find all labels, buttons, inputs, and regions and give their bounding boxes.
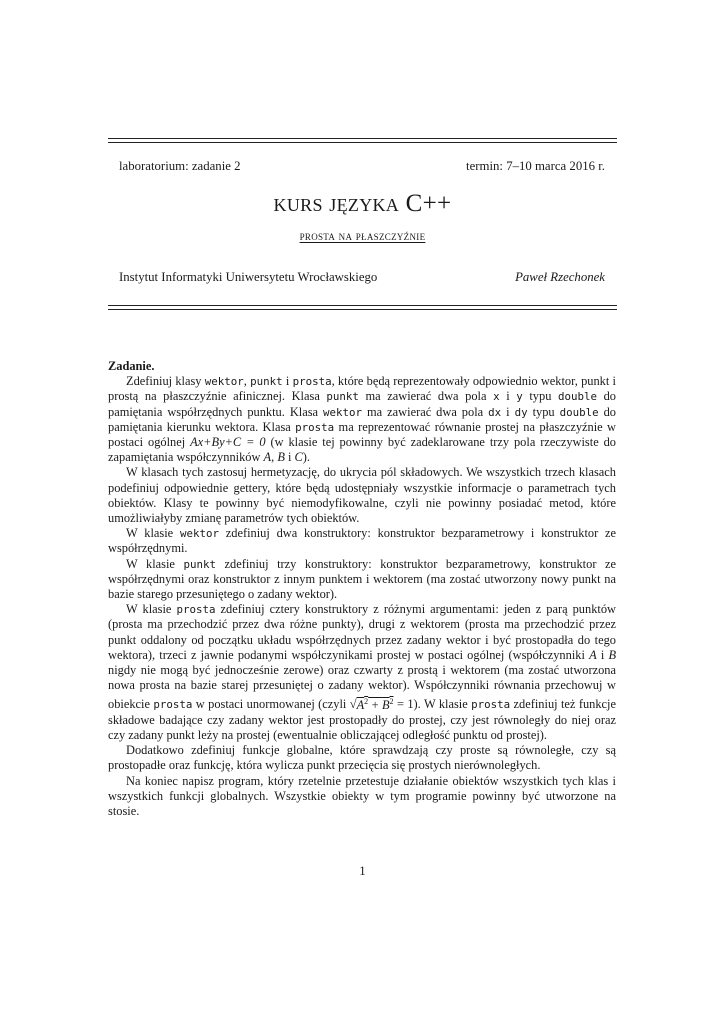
document-subtitle bbox=[0, 229, 725, 244]
institute-label: Instytut Informatyki Uniwersytetu Wrocławskiego bbox=[119, 270, 378, 284]
paragraph-7: Na koniec napisz program, który rzetelnie przetestuje działanie obiektów wszystkich tych klas i wszystkich funkcji globalnych. Wszystkie obiekty w tym programie powinny być utworzone na stosie. bbox=[108, 773, 616, 819]
page-number: 1 bbox=[359, 864, 366, 878]
paragraph-1: Zdefiniuj klasy wektor, punkt i prosta, które będą reprezentowały odpowiednio wektor, punkt i prostą na płaszczyźnie afinicznej. Klasa punkt ma zawierać dwa pola x i y typu double do pamiętania współrzędnych punktu. Klasa wektor ma zawierać dwa pola dx i dy typu double do pamiętania kierunku wektora. Klasa prosta ma reprezentować równanie prostej na płaszczyźnie w postaci ogólnej Ax+By+C = 0 (w klasie tej powinny być zadeklarowane trzy pola rzeczywiste do zapamiętania współczynników A, B i C). bbox=[108, 374, 617, 465]
top-rule-1 bbox=[108, 138, 617, 139]
section-heading: Zadanie. bbox=[108, 359, 155, 373]
paragraph-5: W klasie prosta zdefiniuj cztery konstruktory z różnymi argumentami: jeden z parą punktów (prosta ma przechodzić przez dwa różne punkty), drugi z wektorem (prosta ma przechodzić przez punkt oddalony od początku układu współrzędnych przez zadany wektor i być prostopadła do tego wektora), trzeci z jawnie podanymi współczynikami prostej w postaci ogólnej (współczynniki A i B nigdy nie mogą być jednocześnie zerowe) oraz czwarty z prostą i wektorem (ma zostać utworzona nowa prosta na bazie starej przesuniętej o zadany wektor). Współczynniki równania przechowuj w obiekcie prosta w postaci unormowanej (czyli $√A^2 + B^2 = 1$). W klasie prosta zdefiniuj też funkcje składowe badające czy zadany wektor jest prostopadły do prostej, czy jest równoległy do niej oraz czy zadany punkt leży na prostej (ewentualnie obliczającej odległość punktu od prostej). bbox=[108, 602, 617, 742]
normalization-equation: $√A^2 + B^2 = 1$ bbox=[349, 696, 414, 712]
bottom-rule-1 bbox=[108, 305, 617, 306]
top-rule-2 bbox=[108, 142, 617, 143]
subtitle-text: prosta na płaszczyźnie bbox=[299, 229, 426, 243]
deadline-label: termin: 7–10 marca 2016 r. bbox=[466, 159, 605, 173]
task-body bbox=[108, 359, 616, 819]
author-label: Paweł Rzechonek bbox=[515, 270, 605, 284]
general-equation: Ax+By+C = 0 bbox=[190, 435, 266, 450]
document-title: kurs języka C++ bbox=[273, 190, 452, 217]
paragraph-6: Dodatkowo zdefiniuj funkcje globalne, które sprawdzają czy proste są równoległe, czy są prostopadłe oraz funkcję, która wylicza punkt przecięcia się prostych nierównoległych. bbox=[108, 743, 616, 773]
paragraph-3: W klasie wektor zdefiniuj dwa konstruktory: konstruktor bezparametrowy i konstruktor ze współrzędnymi. bbox=[108, 526, 616, 556]
bottom-rule-2 bbox=[108, 309, 617, 310]
lab-label: laboratorium: zadanie 2 bbox=[119, 159, 241, 173]
paragraph-2: W klasach tych zastosuj hermetyzację, do ukrycia pól składowych. We wszystkich trzech klasach podefiniuj odpowiednie gettery, które będą udostępniały wszystkie informacje o parametrach tych obiektów. Klasy te powinny być niemodyfikowalne, czyli nie powinny posiadać metod, które umożliwiałyby zmianę parametrów tych obiektów. bbox=[108, 465, 616, 526]
paragraph-4: W klasie punkt zdefiniuj trzy konstruktory: konstruktor bezparametrowy, konstruktor ze współrzędnymi oraz konstruktor z innym punktem i wektorem (ma zostać utworzony nowy punkt na bazie starego przesuniętego o zadany wektor). bbox=[108, 556, 616, 602]
